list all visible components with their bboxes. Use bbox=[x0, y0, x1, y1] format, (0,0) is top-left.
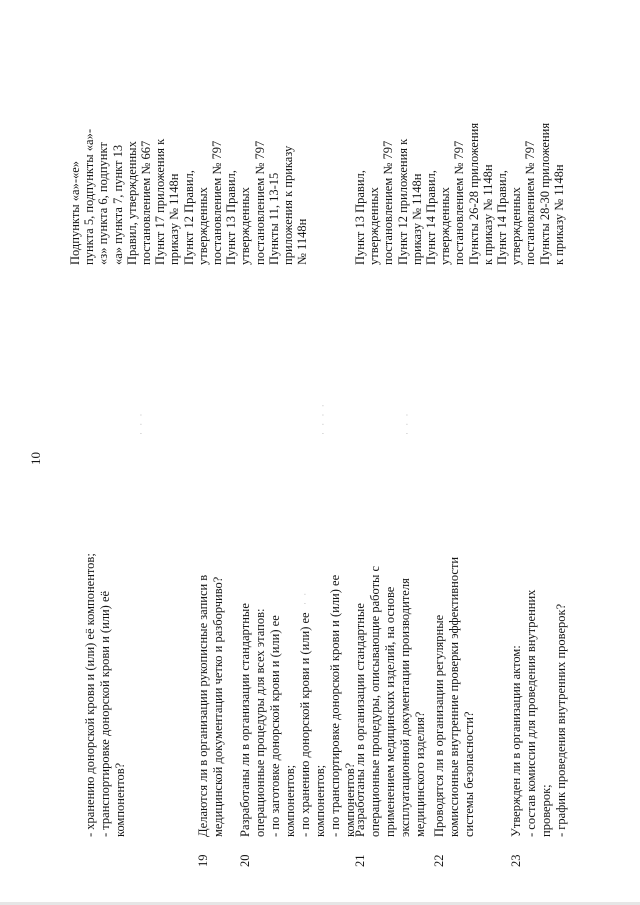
reference-line: утвержденных bbox=[238, 187, 253, 265]
row-number: 20 bbox=[238, 854, 252, 867]
requirement-line: Делаются ли в организации рукописные записи в bbox=[196, 574, 210, 837]
requirement-line: компонентов? bbox=[113, 762, 127, 837]
reference-line: Пункт 17 приложения к bbox=[153, 138, 168, 265]
reference-line: постановлением № 667 bbox=[139, 140, 154, 265]
requirement-line: медицинской документации четко и разборчиво? bbox=[211, 576, 225, 837]
reference-line: приложения к приказу bbox=[281, 145, 296, 265]
requirement-line: - транспортировке донорской крови и (или) её bbox=[98, 590, 112, 837]
reference-line: к приказу № 1148н bbox=[480, 164, 495, 265]
requirement-line: Разработаны ли в организации стандартные bbox=[238, 603, 252, 837]
reference-line: пункта 5, подпункты «а»- bbox=[82, 129, 97, 265]
requirement-line: - хранению донорской крови и (или) её компонентов; bbox=[83, 553, 97, 837]
reference-line: утвержденных bbox=[195, 187, 210, 265]
reference-line: постановлением № 797 bbox=[252, 140, 267, 265]
requirement-line: - график проведения внутренних проверок? bbox=[554, 603, 568, 837]
reference-line: Пункт 13 Правил, bbox=[224, 170, 239, 265]
reference-line: Подпункты «а»-«е» bbox=[68, 160, 82, 265]
row-number: 22 bbox=[432, 854, 446, 867]
requirement-line: операционные процедуры, описывающие работы с bbox=[368, 565, 382, 837]
reference-line: Пункт 14 Правил, bbox=[424, 170, 439, 265]
requirement-line: системы безопасности? bbox=[462, 711, 476, 837]
requirement-line: применением медицинских изделий, на основе bbox=[383, 586, 397, 837]
requirement-line: Утвержден ли в организации актом: bbox=[509, 645, 523, 837]
scan-artifact: · · · · bbox=[318, 402, 328, 435]
requirement-line: Проводятся ли в организации регулярные bbox=[432, 614, 446, 837]
reference-line: утвержденных bbox=[367, 187, 382, 265]
requirement-line: операционные процедуры для всех этапов: bbox=[253, 608, 267, 837]
reference-line: постановлением № 797 bbox=[452, 140, 467, 265]
requirement-line: - по транспортировке донорской крови и (или) ее bbox=[328, 574, 342, 837]
reference-line: приказу № 1148н bbox=[167, 173, 182, 265]
page-number: 10 bbox=[28, 452, 43, 465]
requirement-line: компонентов; bbox=[283, 764, 297, 837]
row-number: 21 bbox=[353, 854, 367, 867]
reference-line: постановлением № 797 bbox=[210, 140, 225, 265]
reference-line: Пункт 12 приложения к bbox=[395, 138, 410, 265]
reference-line: Правил, утвержденных bbox=[124, 141, 139, 265]
requirement-line: - состав комиссии для проведения внутренних bbox=[524, 589, 538, 837]
reference-line: к приказу № 1148н bbox=[551, 164, 566, 265]
requirement-line: проверок; bbox=[539, 784, 553, 837]
reference-line: Пункты 28-30 приложения bbox=[537, 122, 552, 265]
requirement-line: - по заготовке донорской крови и (или) ее bbox=[268, 615, 282, 837]
requirement-line: комиссионные внутренние проверки эффективности bbox=[447, 556, 461, 837]
references-block-2 bbox=[353, 3, 566, 265]
reference-line: приказу № 1148н bbox=[409, 173, 424, 265]
row-number: 23 bbox=[509, 854, 523, 867]
requirement-line: эксплуатационной документации производителя bbox=[398, 578, 412, 837]
references-block-1 bbox=[68, 3, 309, 265]
reference-line: утвержденных bbox=[509, 187, 524, 265]
reference-line: «а» пункта 7, пункт 13 bbox=[110, 144, 125, 265]
reference-line: утвержденных bbox=[438, 187, 453, 265]
reference-line: постановлением № 797 bbox=[523, 140, 538, 265]
scan-artifact: · · · bbox=[136, 411, 146, 435]
reference-line: Пункты 26-28 приложения bbox=[466, 122, 481, 265]
reference-line: Пункты 11, 13-15 bbox=[266, 172, 281, 265]
requirement-line: медицинского изделия? bbox=[413, 711, 427, 837]
reference-line: Пункт 13 Правил, bbox=[353, 170, 367, 265]
reference-line: Пункт 14 Правил, bbox=[495, 170, 510, 265]
requirement-line: Разработаны ли в организации стандартные bbox=[353, 603, 367, 837]
reference-line: «з» пункта 6, подпункт bbox=[96, 142, 111, 265]
reference-line: Пункт 12 Правил, bbox=[181, 170, 196, 265]
requirement-line: компонентов; bbox=[313, 764, 327, 837]
requirement-line: компонентов? bbox=[343, 762, 357, 837]
reference-line: постановлением № 797 bbox=[381, 140, 396, 265]
requirement-line: - по хранению донорской крови и (или) ее bbox=[298, 612, 312, 837]
scan-artifact: · · bbox=[300, 590, 310, 605]
reference-line: № 1148н bbox=[295, 218, 310, 265]
row-number: 19 bbox=[196, 854, 210, 867]
scan-artifact: · · · bbox=[402, 411, 412, 435]
